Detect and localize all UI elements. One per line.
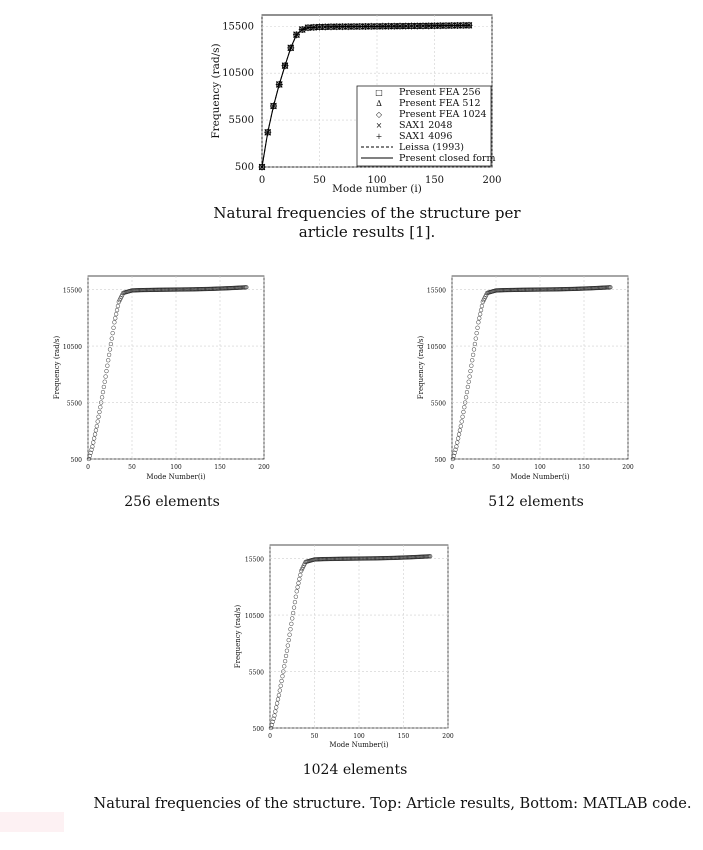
y-tick-label: 10500 (222, 68, 254, 80)
y-tick-label: 5500 (228, 115, 254, 127)
legend-label: Present FEA 512 (399, 98, 481, 109)
x-axis-label: Mode Number(i) (146, 473, 206, 481)
y-tick-label: 15500 (62, 287, 82, 295)
x-tick-label: 150 (424, 175, 445, 186)
y-tick-label: 5500 (66, 400, 82, 408)
x-tick-label: 200 (622, 464, 634, 471)
x-axis-label: Mode number (i) (332, 183, 422, 195)
legend-marker: ∆ (376, 99, 382, 108)
y-tick-label: 5500 (248, 669, 264, 677)
plot-frame (88, 276, 264, 459)
legend-marker: + (375, 132, 383, 141)
x-tick-label: 100 (534, 464, 546, 471)
x-tick-label: 200 (258, 464, 270, 471)
x-tick-label: 50 (492, 464, 500, 471)
x-tick-label: 0 (86, 464, 90, 471)
x-tick-label: 0 (258, 175, 266, 186)
x-tick-label: 200 (482, 175, 502, 186)
y-tick-label: 10500 (244, 613, 264, 621)
y-axis-label: Frequency (rad/s) (234, 604, 242, 669)
x-tick-label: 100 (367, 175, 387, 186)
x-tick-label: 0 (450, 464, 454, 471)
legend-label: Present closed form (399, 153, 496, 164)
x-axis-label: Mode Number(i) (510, 473, 570, 481)
legend-marker: × (375, 121, 383, 130)
plot-frame (270, 545, 448, 728)
y-axis-label: Frequency (rad/s) (53, 335, 61, 400)
y-tick-label: 10500 (62, 344, 82, 352)
legend-label: Leissa (1993) (399, 142, 464, 153)
article-caption-line2: article results [1]. (298, 223, 436, 241)
y-tick-label: 15500 (222, 21, 254, 33)
legend-label: Present FEA 256 (399, 87, 481, 98)
y-tick-label: 10500 (426, 344, 446, 352)
y-tick-label: 500 (252, 726, 264, 733)
y-axis-label: Frequency (rad/s) (210, 43, 222, 139)
fea-1024-caption: 1024 elements (302, 762, 408, 778)
x-axis-label: Mode Number(i) (329, 741, 389, 749)
x-tick-label: 50 (313, 175, 326, 186)
x-tick-label: 150 (397, 733, 410, 740)
x-tick-label: 150 (214, 464, 226, 471)
article-caption-line1: Natural frequencies of the structure per (213, 204, 521, 222)
y-tick-label: 500 (234, 162, 254, 173)
fea-256-caption: 256 elements (124, 494, 220, 510)
x-tick-label: 50 (128, 464, 136, 471)
fea-512-caption: 512 elements (488, 494, 584, 510)
legend-label: SAX1 4096 (399, 131, 453, 142)
y-axis-label: Frequency (rad/s) (417, 335, 425, 400)
article-results-chart (210, 15, 502, 195)
y-tick-label: 5500 (430, 400, 446, 408)
figure-caption-box (85, 792, 700, 840)
y-tick-label: 500 (70, 457, 82, 464)
fea-256-chart (53, 276, 270, 481)
y-tick-label: 15500 (244, 556, 264, 564)
x-tick-label: 100 (353, 733, 365, 740)
legend-marker: □ (375, 88, 383, 97)
x-tick-label: 150 (578, 464, 590, 471)
fea-512-chart (417, 276, 634, 481)
x-tick-label: 100 (170, 464, 182, 471)
x-tick-label: 0 (268, 733, 272, 740)
figure-caption: Natural frequencies of the structure. Top: Article results, Bottom: MATLAB code. (93, 796, 692, 812)
y-tick-label: 500 (434, 457, 446, 464)
legend-label: SAX1 2048 (399, 120, 453, 131)
plot-frame (452, 276, 628, 459)
x-tick-label: 200 (442, 733, 454, 740)
y-tick-label: 15500 (426, 287, 446, 295)
legend-marker: ◇ (375, 110, 383, 119)
legend-label: Present FEA 1024 (399, 109, 487, 120)
x-tick-label: 50 (310, 733, 319, 740)
corner-smudge (0, 812, 64, 832)
fea-1024-chart (234, 545, 454, 749)
